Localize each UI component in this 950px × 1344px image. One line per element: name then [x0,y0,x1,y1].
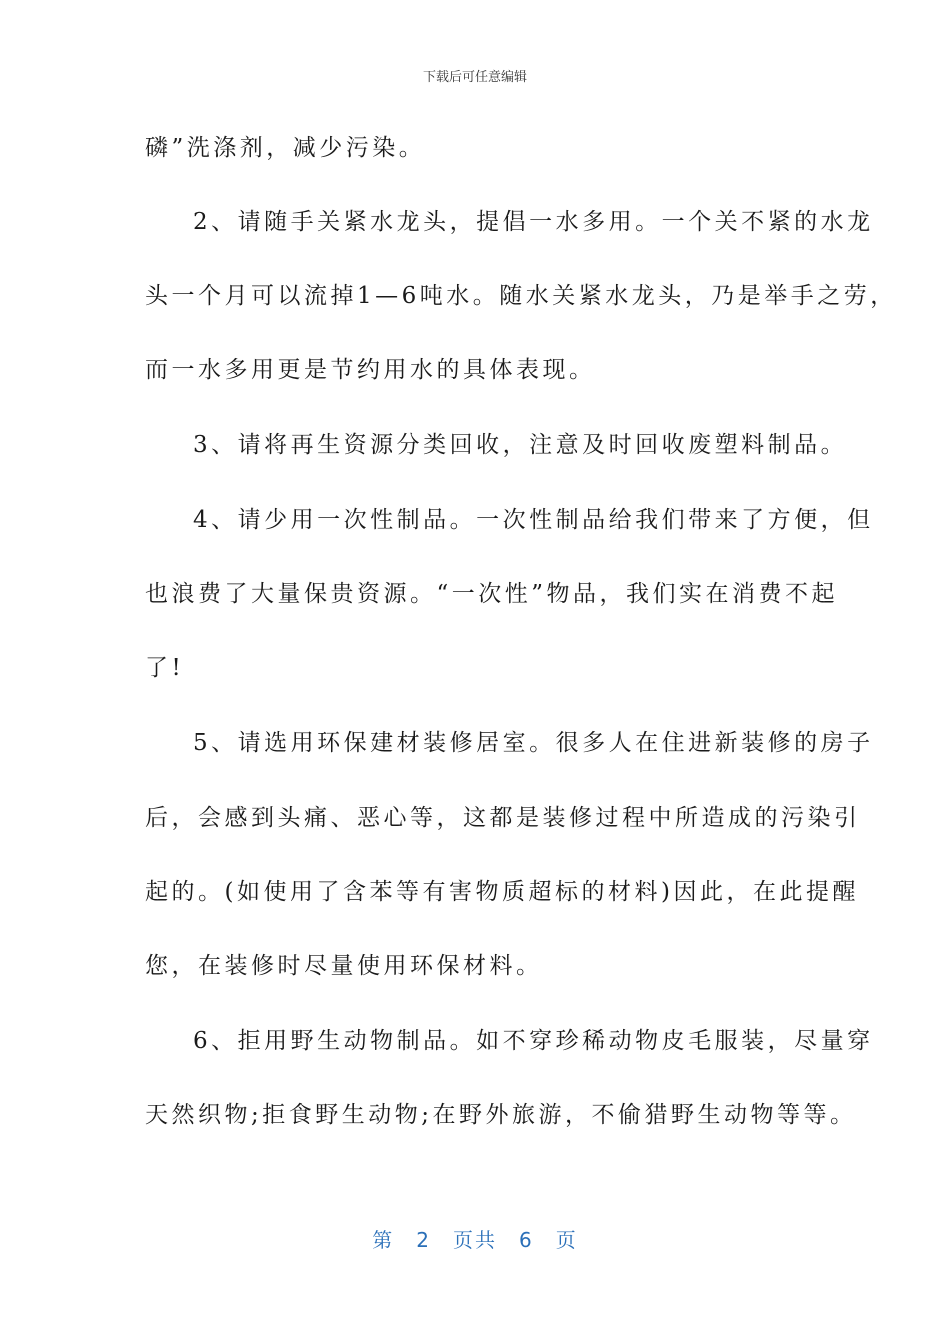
page-header: 下载后可任意编辑 [422,70,527,85]
text-line: 6、拒用野生动物制品。如不穿珍稀动物皮毛服装，尽量穿 [193,1028,874,1054]
footer-total-pages: 6 [519,1228,534,1252]
footer-current-page: 2 [416,1228,431,1252]
footer-middle: 页共 [453,1228,497,1252]
text-line: 您，在装修时尽量使用环保材料。 [145,953,543,979]
text-line: 磷”洗涤剂，减少污染。 [145,135,426,161]
text-line: 头一个月可以流掉1—6吨水。随水关紧水龙头，乃是举手之劳， [145,283,897,309]
text-line: 4、请少用一次性制品。一次性制品给我们带来了方便，但 [193,507,874,533]
text-line: 而一水多用更是节约用水的具体表现。 [145,357,596,383]
text-line: 5、请选用环保建材装修居室。很多人在住进新装修的房子 [193,730,874,756]
text-line: 了! [145,655,185,681]
text-line: 起的。(如使用了含苯等有害物质超标的材料)因此，在此提醒 [145,879,859,905]
page-footer [0,1224,950,1253]
text-line: 后，会感到头痛、恶心等，这都是装修过程中所造成的污染引 [145,805,861,831]
text-line: 也浪费了大量保贵资源。“一次性”物品，我们实在消费不起 [145,581,839,607]
footer-prefix: 第 [372,1228,395,1252]
text-line: 3、请将再生资源分类回收，注意及时回收废塑料制品。 [193,432,848,458]
text-line: 天然织物;拒食野生动物;在野外旅游，不偷猎野生动物等等。 [145,1102,857,1128]
text-line: 2、请随手关紧水龙头，提倡一水多用。一个关不紧的水龙 [193,209,874,235]
footer-suffix: 页 [555,1228,578,1252]
